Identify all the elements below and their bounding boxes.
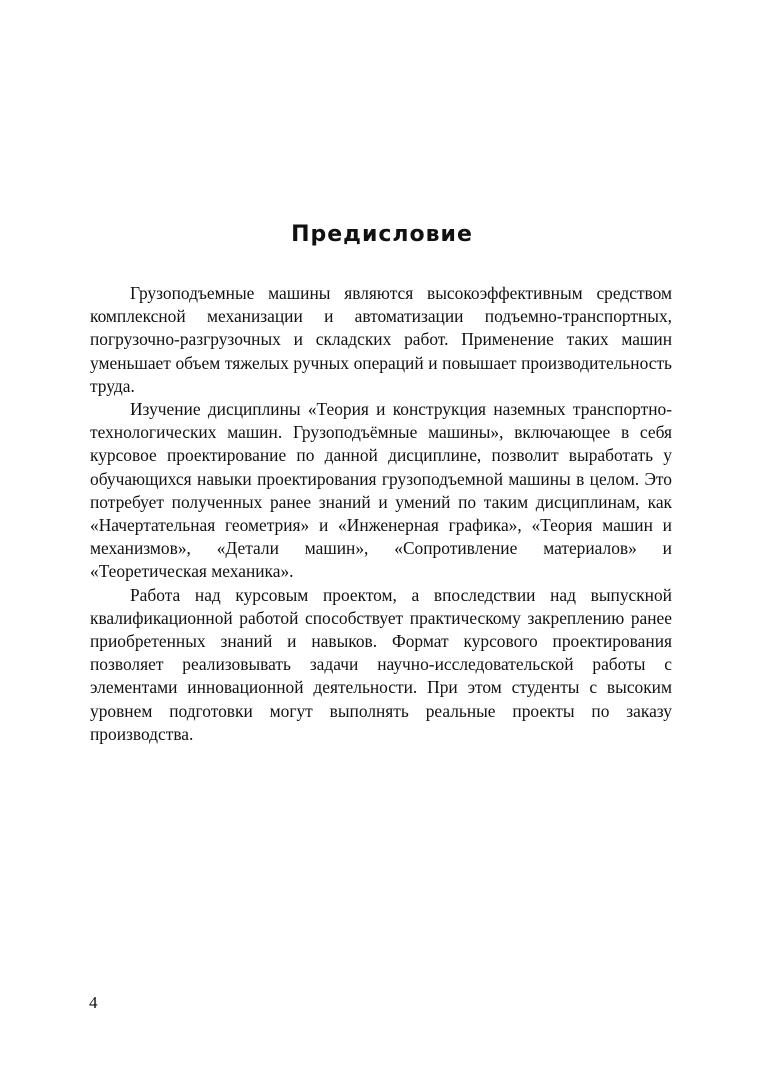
page-title: Предисловие: [291, 222, 473, 247]
paragraph-3: Работа над курсовым проектом, а впоследствии над выпускной квалификационной работой способствует практическому закреплению ранее приобретенных знаний и навыков. Формат курсового проектирования позволяет реализовывать задачи научно-исследовательской работы с элементами инновационной деятельности. При этом студенты с высоким уровнем подготовки могут выполнять реальные проекты по заказу производства.: [90, 584, 672, 744]
body-text: [90, 282, 672, 746]
paragraph-2: Изучение дисциплины «Теория и конструкция наземных транспортно-технологических машин. Грузоподъёмные машины», включающее в себя курсовое проектирование по данной дисциплине, позволит выработать у обучающихся навыки проектирования грузоподъемной машины в целом. Это потребует полученных ранее знаний и умений по таким дисциплинам, как «Начертательная геометрия» и «Инженерная графика», «Теория машин и механизмов», «Детали машин», «Сопротивление материалов» и «Теоретическая механика».: [90, 399, 672, 582]
paragraph-1: Грузоподъемные машины являются высокоэффективным средством комплексной механизации и автоматизации подъемно-транспортных, погрузочно-разгрузочных и складских работ. Применение таких машин уменьшает объем тяжелых ручных операций и повышает производительность труда.: [90, 283, 672, 396]
page-number: 4: [89, 993, 98, 1012]
